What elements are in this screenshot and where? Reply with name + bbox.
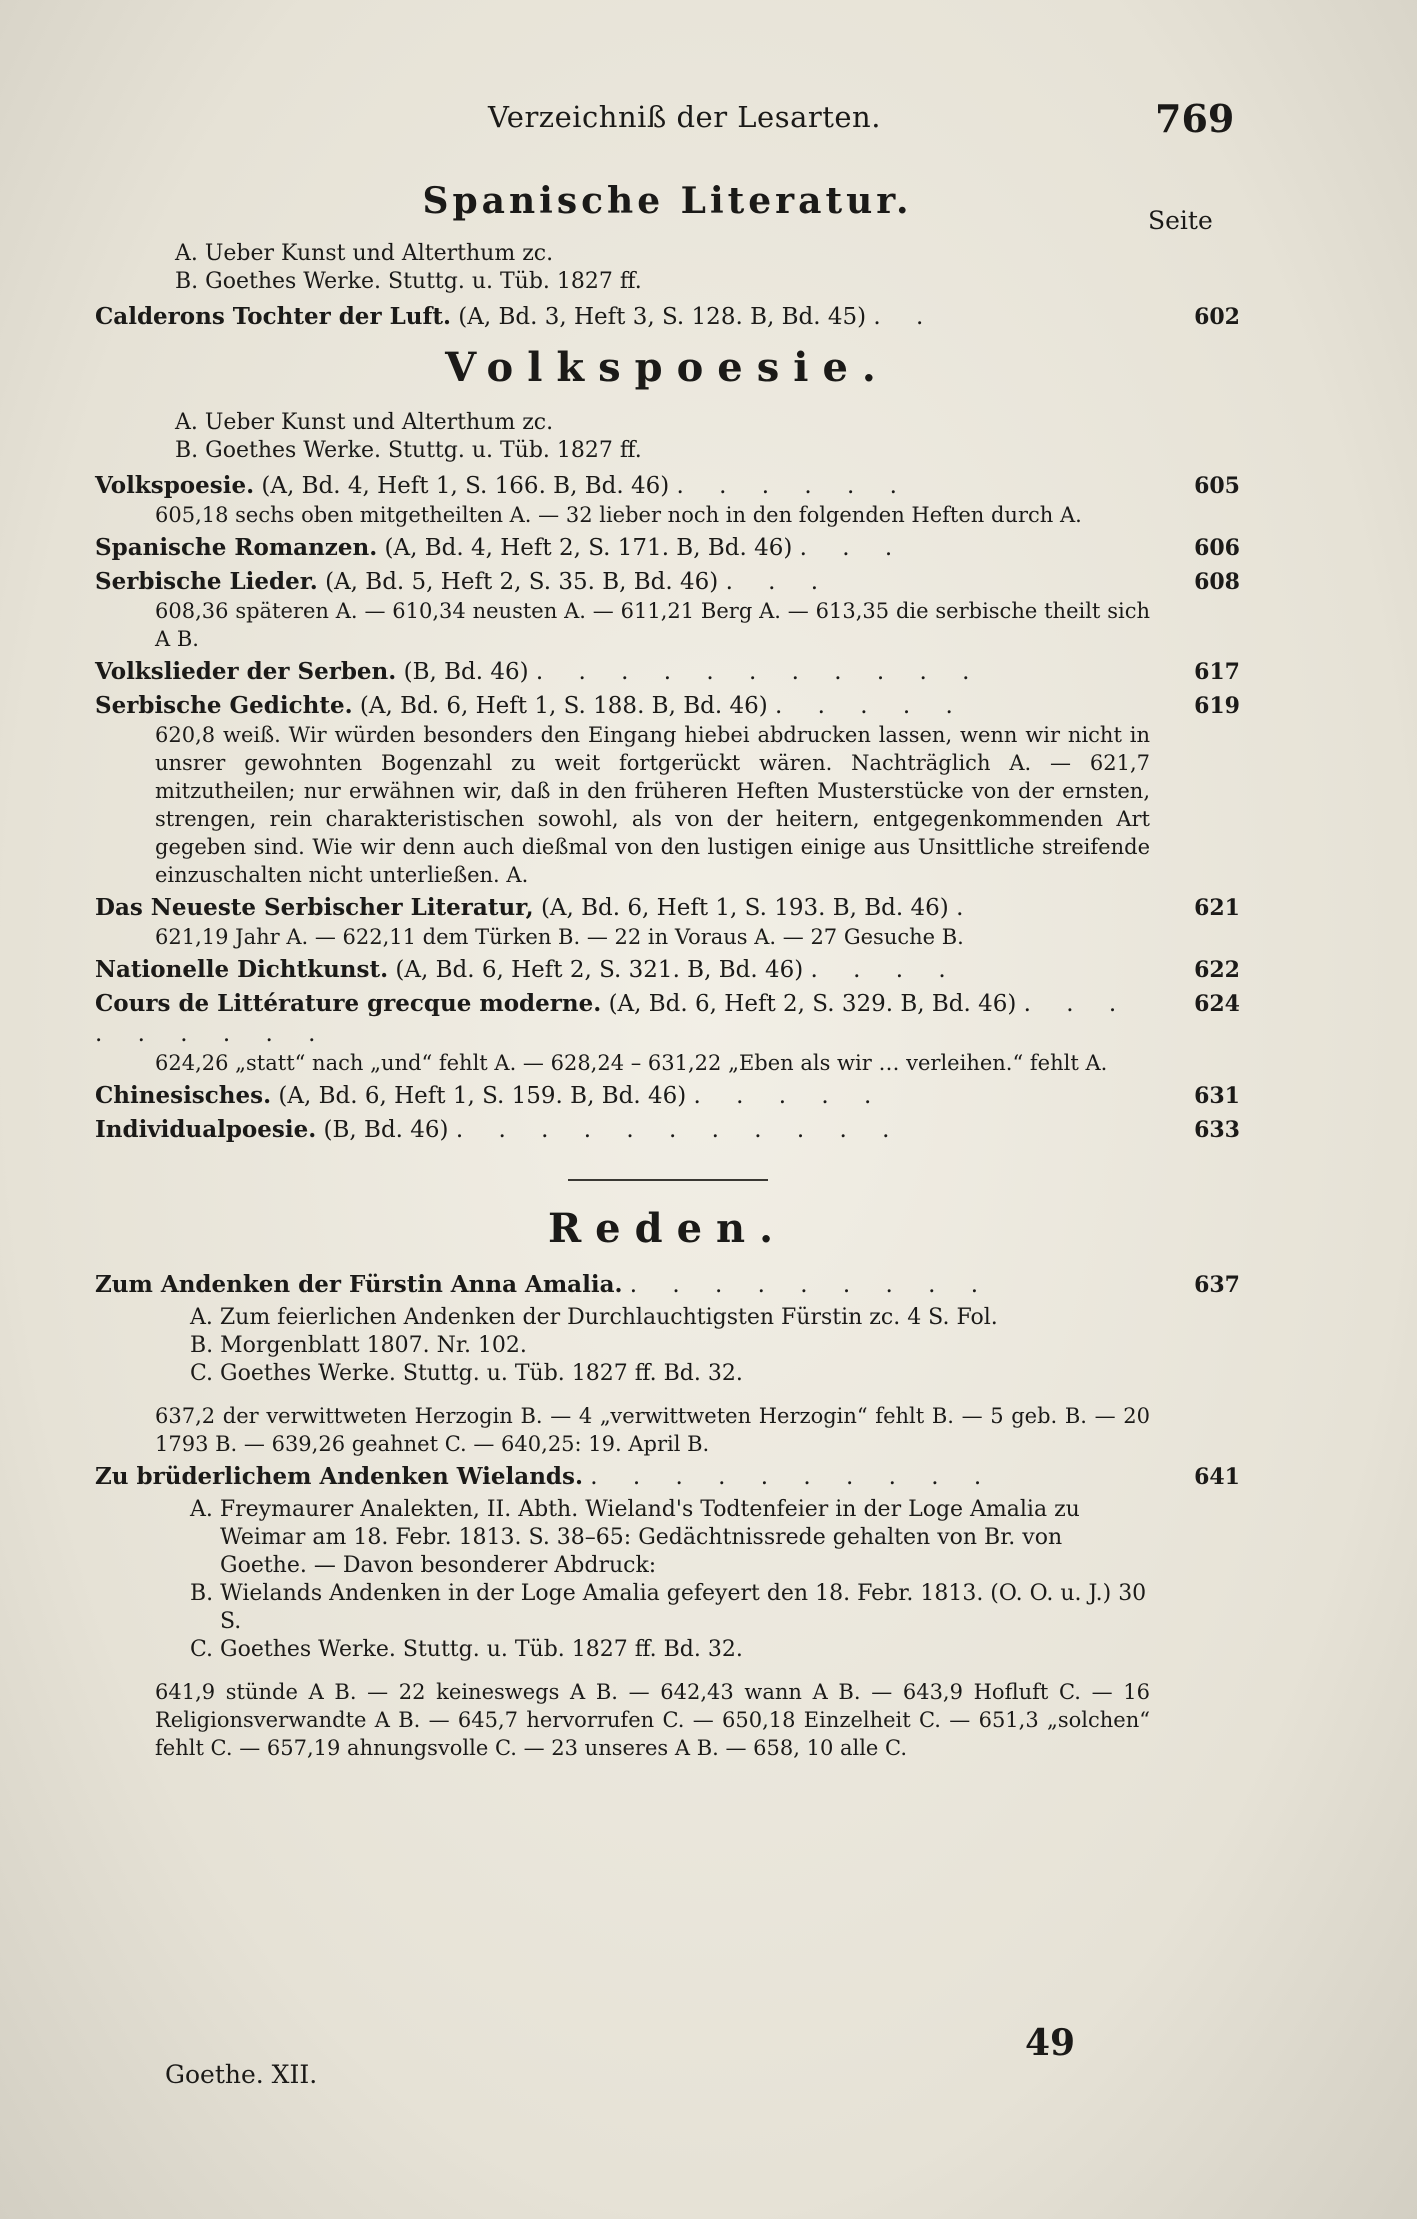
entry-ref: (A, Bd. 4, Heft 1, S. 166. B, Bd. 46) xyxy=(261,473,670,499)
page-body xyxy=(95,168,1240,1762)
section-divider xyxy=(568,1179,768,1181)
entry-title: Volkslieder der Serben. xyxy=(95,658,397,685)
column-label: Seite xyxy=(1148,206,1213,235)
toc-entry xyxy=(95,955,1240,985)
toc-entry xyxy=(95,533,1240,563)
section-title-speeches: Reden. xyxy=(547,1205,788,1252)
sheet-number: 49 xyxy=(1025,2022,1076,2064)
dot-leader: . . . . . . . . . xyxy=(95,991,1131,1047)
entry-page: 633 xyxy=(1194,1117,1240,1143)
entry-title: Serbische Gedichte. xyxy=(95,692,353,719)
source-list xyxy=(175,240,1240,296)
entry-variants: 605,18 sechs oben mitgetheilten A. — 32 lieber noch in den folgenden Heften durch A. xyxy=(155,503,1082,527)
entry-ref: (A, Bd. 5, Heft 2, S. 35. B, Bd. 46) xyxy=(325,569,719,595)
dot-leader: . . . . . . . . . xyxy=(629,1272,993,1298)
entry-title: Nationelle Dichtkunst. xyxy=(95,956,389,983)
entry-page: 621 xyxy=(1194,895,1240,921)
entry-title: Volkspoesie. xyxy=(95,472,255,499)
entry-variants: 620,8 weiß. Wir würden besonders den Eingang hiebei abdrucken lassen, wenn wir nicht in unsrer gewohnten Bogenzahl zu weit fortgerückt wären. Nachträglich A. — 621,7 mitzutheilen; nur erwähnen wir, daß in den früheren Heften Musterstücke von der ernsten, strengen, rein charakteristischen sowohl, als von der heitern, entgegenkommenden Art gegeben sind. Wie wir denn auch dießmal von den lustigen einige aus Unsittliche streifende einzuschalten nicht unterließen. A. xyxy=(155,723,1150,887)
toc-entry xyxy=(95,1462,1240,1492)
entry-variants: 624,26 „statt“ nach „und“ fehlt A. — 628,24 – 631,22 „Eben als wir … verleihen.“ fehlt A. xyxy=(155,1051,1108,1075)
page-number: 769 xyxy=(1155,96,1235,141)
entry-variants: 608,36 späteren A. — 610,34 neusten A. — 611,21 Berg A. — 613,35 die serbische theilt sich A B. xyxy=(155,599,1150,651)
source-item: B. Morgenblatt 1807. Nr. 102. xyxy=(190,1333,527,1358)
entry-page: 631 xyxy=(1194,1083,1240,1109)
entry-page: 637 xyxy=(1194,1272,1240,1298)
spacer xyxy=(95,1664,1240,1678)
section-title-folk-poetry: Volkspoesie. xyxy=(445,344,890,391)
running-head: Verzeichniß der Lesarten. xyxy=(488,100,881,134)
entry-ref: (A, Bd. 4, Heft 2, S. 171. B, Bd. 46) xyxy=(384,535,793,561)
toc-entry xyxy=(95,1270,1240,1300)
entry-page: 619 xyxy=(1194,693,1240,719)
source-list xyxy=(190,1304,1240,1388)
entry-ref: (B, Bd. 46) xyxy=(323,1117,449,1143)
entry-variants: 637,2 der verwittweten Herzogin B. — 4 „verwittweten Herzogin“ fehlt B. — 5 geb. B. — 20 1793 B. — 639,26 geahnet C. — 640,25: 19. April B. xyxy=(155,1404,1150,1456)
dot-leader: . . . . . . . . . . . xyxy=(455,1117,904,1143)
entry-title: Das Neueste Serbischer Literatur, xyxy=(95,894,534,921)
toc-entry xyxy=(95,1115,1240,1145)
source-item: C. Goethes Werke. Stuttg. u. Tüb. 1827 ff. Bd. 32. xyxy=(190,1637,743,1662)
entry-ref: (A, Bd. 6, Heft 2, S. 329. B, Bd. 46) xyxy=(608,991,1017,1017)
entry-title: Individualpoesie. xyxy=(95,1116,317,1143)
entry-title: Calderons Tochter der Luft. xyxy=(95,303,451,330)
page-header xyxy=(0,96,1417,160)
dot-leader: . . . . . . . . . . xyxy=(590,1464,996,1490)
entry-page: 617 xyxy=(1194,659,1240,685)
entry-variants: 641,9 stünde A B. — 22 keineswegs A B. — 642,43 wann A B. — 643,9 Hofluft C. — 16 Religionsverwandte A B. — 645,7 hervorrufen C. — 650,18 Einzelheit C. — 651,3 „solchen“ fehlt C. — 657,19 ahnungsvolle C. — 23 unseres A B. — 658, 10 alle C. xyxy=(155,1680,1150,1760)
entry-page: 605 xyxy=(1194,473,1240,499)
spacer xyxy=(95,1388,1240,1402)
entry-ref: (A, Bd. 6, Heft 1, S. 188. B, Bd. 46) xyxy=(359,693,768,719)
entry-ref: (B, Bd. 46) xyxy=(403,659,529,685)
toc-entry xyxy=(95,567,1240,653)
dot-leader: . . xyxy=(873,304,938,330)
toc-entry xyxy=(95,1081,1240,1111)
entry-title: Zum Andenken der Fürstin Anna Amalia. xyxy=(95,1271,623,1298)
entry-title: Zu brüderlichem Andenken Wielands. xyxy=(95,1463,583,1490)
source-item: A. Freymaurer Analekten, II. Abth. Wieland's Todtenfeier in der Loge Amalia zu Weimar am 18. Febr. 1813. S. 38–65: Gedächtnissrede gehalten von Br. von Goethe. — Davon besonderer Abdruck: xyxy=(190,1497,1080,1578)
source-item: A. Zum feierlichen Andenken der Durchlauchtigsten Fürstin zc. 4 S. Fol. xyxy=(190,1305,998,1330)
entry-title: Chinesisches. xyxy=(95,1082,272,1109)
entry-ref: (A, Bd. 6, Heft 1, S. 193. B, Bd. 46) xyxy=(540,895,949,921)
dot-leader: . . . . xyxy=(810,957,960,983)
entry-page: 641 xyxy=(1194,1464,1240,1490)
entry-title: Spanische Romanzen. xyxy=(95,534,378,561)
entry-title: Serbische Lieder. xyxy=(95,568,318,595)
source-list xyxy=(190,1496,1240,1664)
toc-entry xyxy=(95,893,1240,951)
source-item: B. Wielands Andenken in der Loge Amalia gefeyert den 18. Febr. 1813. (O. O. u. J.) 30 S. xyxy=(190,1581,1147,1634)
dot-leader: . . . xyxy=(799,535,907,561)
source-item: A. Ueber Kunst und Alterthum zc. xyxy=(175,410,554,435)
entry-title: Cours de Littérature grecque moderne. xyxy=(95,990,602,1017)
dot-leader: . . . . . . . . . . . xyxy=(535,659,984,685)
entry-page: 624 xyxy=(1194,991,1240,1017)
dot-leader: . . . xyxy=(725,569,833,595)
source-item: C. Goethes Werke. Stuttg. u. Tüb. 1827 ff. Bd. 32. xyxy=(190,1361,743,1386)
entry-page: 622 xyxy=(1194,957,1240,983)
toc-entry xyxy=(95,657,1240,687)
source-list xyxy=(175,409,1240,465)
entry-page: 606 xyxy=(1194,535,1240,561)
entry-page: 602 xyxy=(1194,304,1240,330)
signature-line: Goethe. XII. xyxy=(165,2060,318,2089)
source-item: B. Goethes Werke. Stuttg. u. Tüb. 1827 ff. xyxy=(175,438,642,463)
source-item: A. Ueber Kunst und Alterthum zc. xyxy=(175,241,554,266)
dot-leader: . . . . . xyxy=(775,693,967,719)
toc-entry xyxy=(95,302,1240,332)
toc-entry xyxy=(95,691,1240,889)
toc-entry xyxy=(95,989,1240,1077)
entry-page: 608 xyxy=(1194,569,1240,595)
entry-ref: (A, Bd. 3, Heft 3, S. 128. B, Bd. 45) xyxy=(458,304,867,330)
section-title-spanish: Spanische Literatur. xyxy=(422,180,913,222)
source-item: B. Goethes Werke. Stuttg. u. Tüb. 1827 ff. xyxy=(175,269,642,294)
dot-leader: . . . . . . xyxy=(676,473,911,499)
dot-leader: . xyxy=(956,895,978,921)
entry-ref: (A, Bd. 6, Heft 2, S. 321. B, Bd. 46) xyxy=(395,957,804,983)
dot-leader: . . . . . xyxy=(693,1083,886,1109)
toc-entry xyxy=(95,471,1240,529)
entry-ref: (A, Bd. 6, Heft 1, S. 159. B, Bd. 46) xyxy=(278,1083,687,1109)
entry-variants: 621,19 Jahr A. — 622,11 dem Türken B. — 22 in Voraus A. — 27 Gesuche B. xyxy=(155,925,964,949)
